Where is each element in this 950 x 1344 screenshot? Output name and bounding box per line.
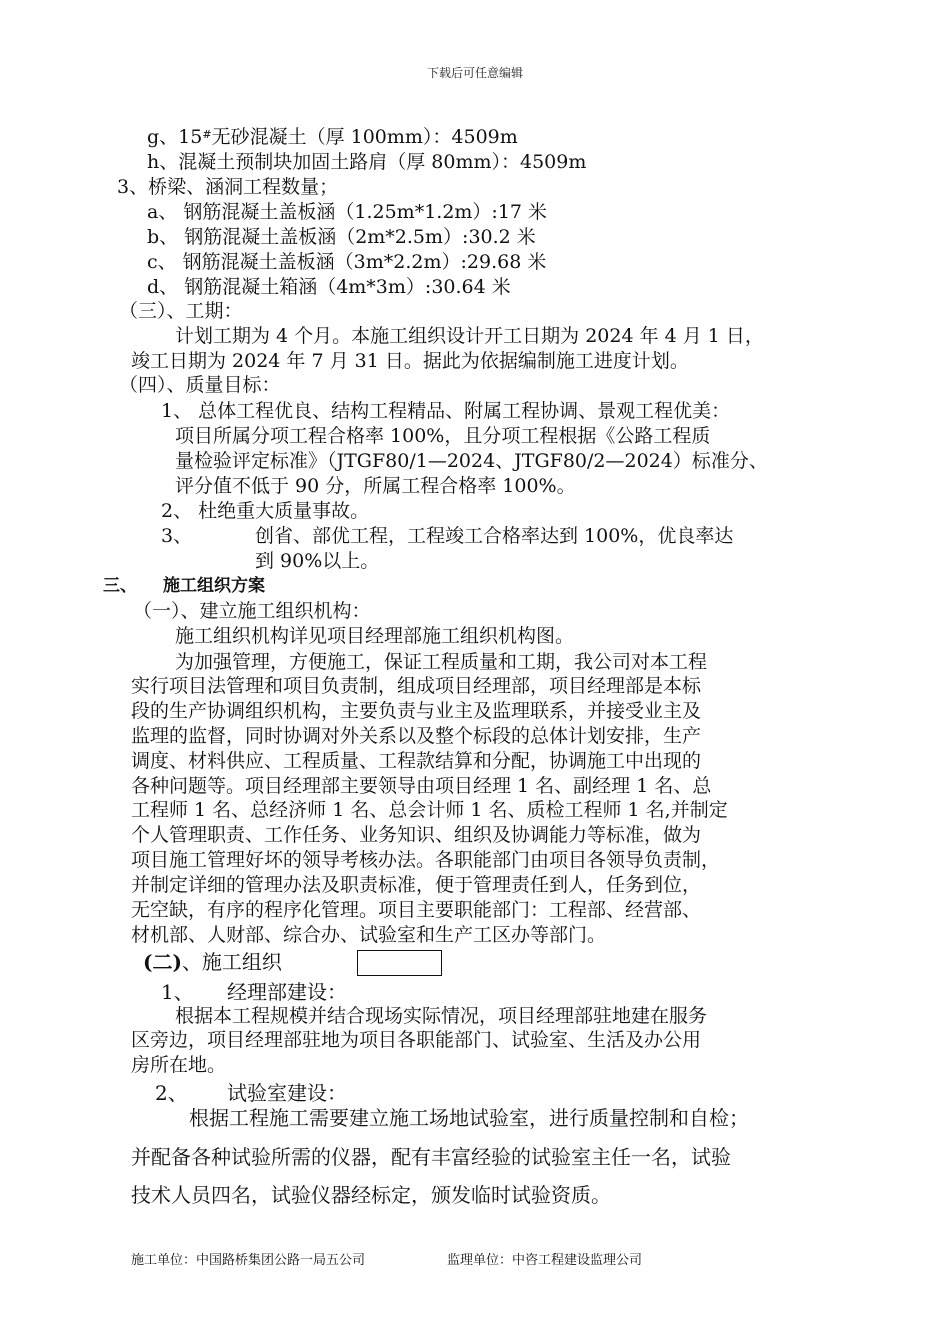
para-3-line: 并配备各种试验所需的仪器，配有丰富经验的试验室主任一名，试验 (131, 1145, 731, 1169)
quality-item-3-text: 创省、部优工程，工程竣工合格率达到 100%，优良率达 (255, 525, 734, 547)
para-2-line: 根据本工程规模并结合现场实际情况，项目经理部驻地建在服务 (175, 1005, 708, 1027)
quality-item-3-num: 3、 (161, 525, 193, 547)
para-1-line: 工程师 1 名、总经济师 1 名、总会计师 1 名、质检工程师 1 名,并制定 (131, 799, 728, 821)
org-line: 施工组织机构详见项目经理部施工组织机构图。 (175, 625, 575, 647)
para-1-line: 实行项目法管理和项目负责制，组成项目经理部，项目经理部是本标 (131, 675, 702, 697)
item-g (147, 126, 518, 148)
period-line-2: 竣工日期为 2024 年 7 月 31 日。据此为依据编制施工进度计划。 (131, 350, 689, 372)
item-h: h、混凝土预制块加固土路肩（厚 80mm）：4509m (147, 151, 587, 173)
item-g-sup: # (202, 128, 212, 141)
para-1-line: 段的生产协调组织机构，主要负责与业主及监理联系，并接受业主及 (131, 700, 702, 722)
construction-org-title: 、施工组织 (181, 950, 282, 974)
quality-item-1: 1、 总体工程优良、结构工程精品、附属工程协调、景观工程优美： (161, 400, 731, 422)
item-c: c、 钢筋混凝土盖板涵（3m*2.2m）:29.68 米 (147, 251, 547, 273)
quality-heading: （四）、质量目标： (119, 374, 281, 396)
para-1-line: 并制定详细的管理办法及职责标准，便于管理责任到人，任务到位， (131, 874, 702, 896)
para-1-line: 项目施工管理好坏的领导考核办法。各职能部门由项目各领导负责制， (131, 849, 721, 871)
org-heading: （一）、建立施工组织机构： (133, 600, 371, 622)
para-1-line: 材机部、人财部、综合办、试验室和生产工区办等部门。 (131, 924, 607, 946)
quality-item-2: 2、 杜绝重大质量事故。 (161, 500, 370, 522)
construction-org-heading (143, 951, 282, 973)
sub-1-title: 经理部建设： (227, 980, 347, 1004)
para-1-line: 为加强管理，方便施工，保证工程质量和工期，我公司对本工程 (175, 651, 708, 673)
period-heading: （三）、工期： (119, 300, 243, 322)
quality-item-1-cont-2: 量检验评定标准》（JTGF80/1—2024、JTGF80/2—2024）标准分、 (175, 450, 768, 472)
section-3-heading (103, 575, 265, 597)
para-3-line: 技术人员四名，试验仪器经标定，颁发临时试验资质。 (131, 1183, 611, 1207)
para-3-line: 根据工程施工需要建立施工场地试验室，进行质量控制和自检； (189, 1106, 749, 1130)
para-2-line: 区旁边，项目经理部驻地为项目各职能部门、试验室、生活及办公用 (131, 1029, 702, 1051)
quality-item-1-cont-1: 项目所属分项工程合格率 100%，且分项工程根据《公路工程质 (175, 425, 711, 447)
para-1-line: 监理的监督，同时协调对外关系以及整个标段的总体计划安排，生产 (131, 725, 702, 747)
bridge-heading: 3、桥梁、涵洞工程数量； (117, 176, 339, 198)
section-3-number: 三、 (103, 576, 137, 596)
para-2-line: 房所在地。 (131, 1054, 227, 1076)
item-g-pre: g、15 (147, 126, 203, 148)
item-d: d、 钢筋混凝土箱涵（4m*3m）:30.64 米 (147, 276, 511, 298)
quality-item-3-cont: 到 90%以上。 (255, 550, 380, 572)
page-header: 下载后可任意编辑 (426, 66, 523, 80)
para-1-line: 调度、材料供应、工程质量、工程款结算和分配，协调施工中出现的 (131, 750, 702, 772)
item-g-post: 无砂混凝土（厚 100mm）：4509m (211, 126, 518, 148)
sub-2-title: 试验室建设： (227, 1081, 347, 1105)
construction-org-number: (二) (143, 950, 182, 974)
item-b: b、 钢筋混凝土盖板涵（2m*2.5m）:30.2 米 (147, 226, 536, 248)
para-1-line: 个人管理职责、工作任务、业务知识、组织及协调能力等标准，做为 (131, 824, 702, 846)
quality-item-1-cont-3: 评分值不低于 90 分，所属工程合格率 100%。 (175, 475, 576, 497)
empty-box (357, 950, 442, 976)
sub-1-num: 1、 (161, 980, 194, 1004)
item-a: a、 钢筋混凝土盖板涵（1.25m*1.2m）:17 米 (147, 201, 548, 223)
para-1-line: 各种问题等。项目经理部主要领导由项目经理 1 名、副经理 1 名、总 (131, 775, 712, 797)
period-line-1: 计划工期为 4 个月。本施工组织设计开工日期为 2024 年 4 月 1 日， (175, 325, 764, 347)
sub-2-num: 2、 (155, 1081, 188, 1105)
footer-contractor: 施工单位：中国路桥集团公路一局五公司 (131, 1253, 366, 1268)
section-3-title: 施工组织方案 (163, 576, 265, 596)
para-1-line: 无空缺，有序的程序化管理。项目主要职能部门：工程部、经营部、 (131, 899, 702, 921)
footer-supervisor: 监理单位：中咨工程建设监理公司 (447, 1253, 643, 1268)
